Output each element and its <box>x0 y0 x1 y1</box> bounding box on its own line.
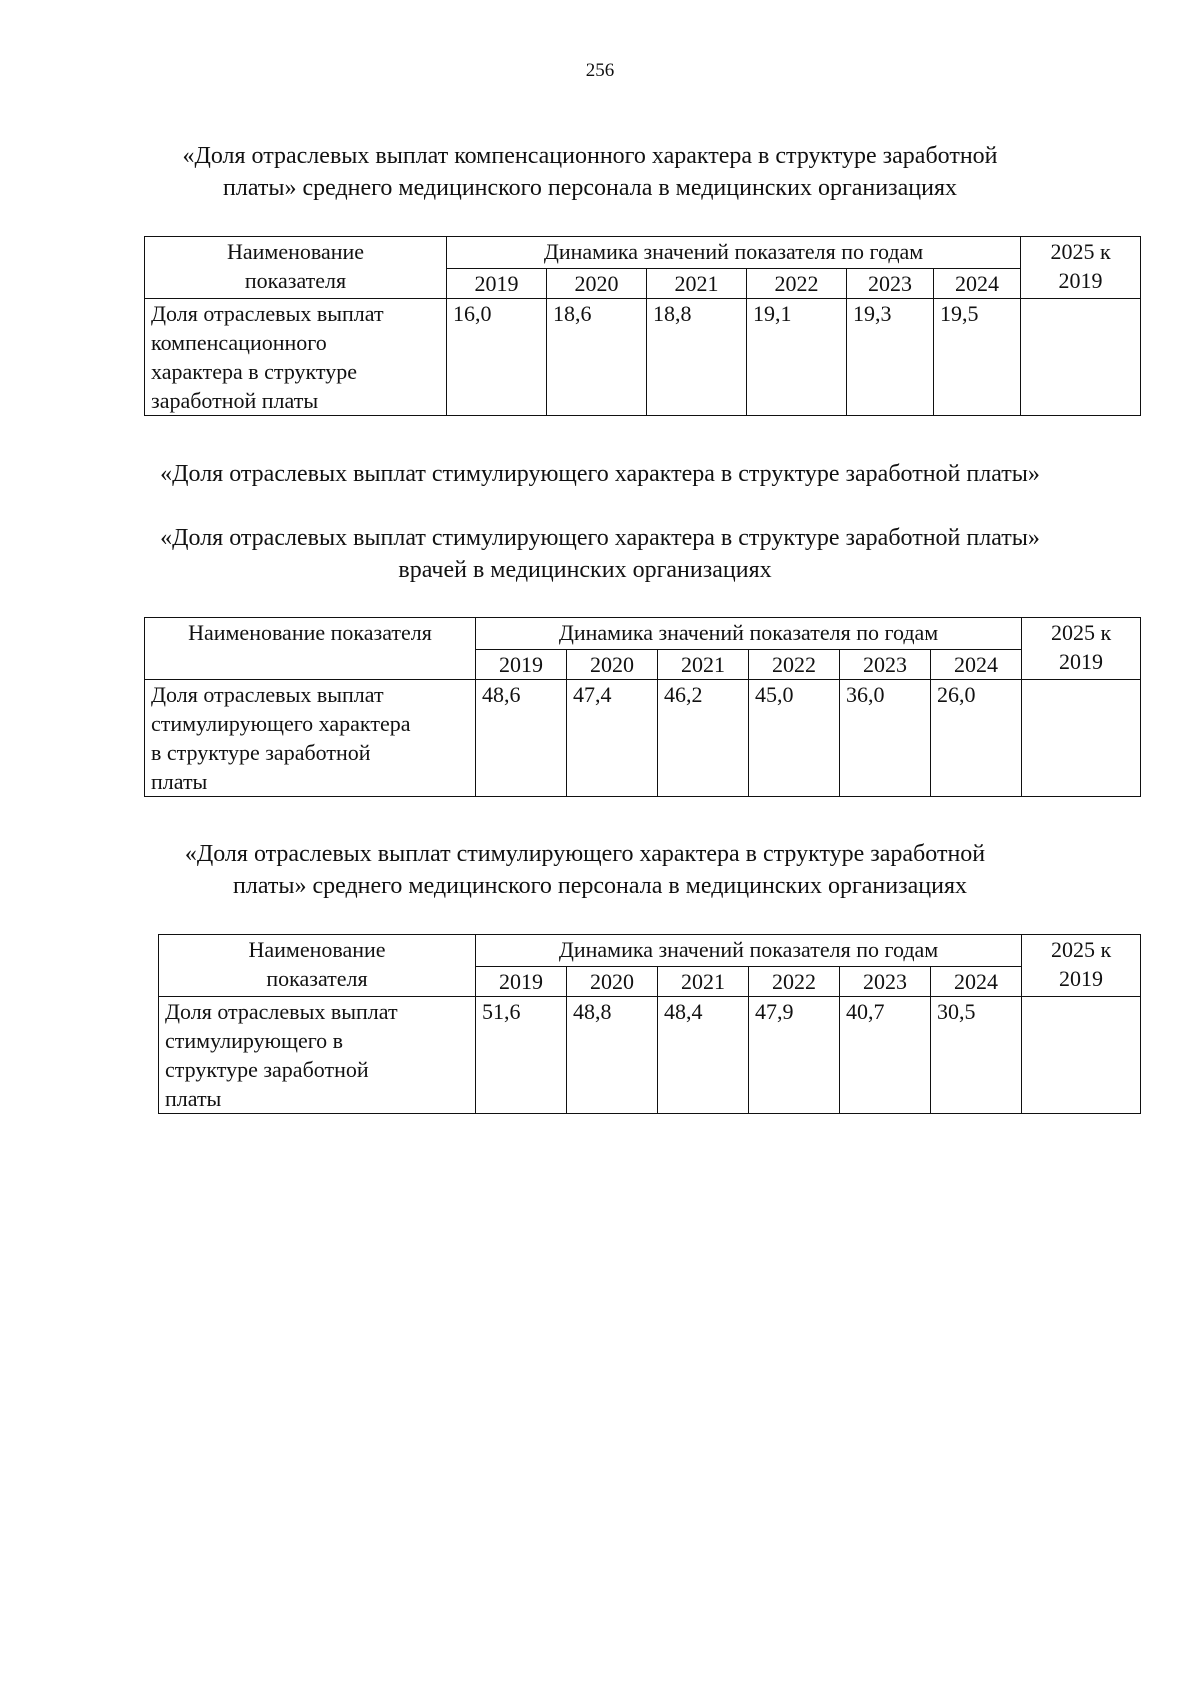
year-header: 2020 <box>567 650 658 680</box>
value-cell: 36,0 <box>840 680 931 797</box>
value-cell: 26,0 <box>931 680 1022 797</box>
table-row <box>145 680 1141 797</box>
table-header-dynamics: Динамика значений показателя по годам <box>447 237 1021 269</box>
table-3 <box>158 934 1141 1114</box>
year-header: 2019 <box>447 269 547 299</box>
table-header-name <box>159 935 476 997</box>
value-cell: 19,1 <box>747 299 847 416</box>
row-name-line: Доля отраслевых выплат <box>151 301 384 326</box>
year-header: 2019 <box>476 650 567 680</box>
row-name-line: в структуре заработной <box>151 740 371 765</box>
year-header: 2023 <box>847 269 934 299</box>
table-1 <box>144 236 1141 416</box>
year-header: 2021 <box>647 269 747 299</box>
table-header-ratio <box>1021 237 1141 299</box>
value-cell: 19,3 <box>847 299 934 416</box>
year-header: 2022 <box>747 269 847 299</box>
value-cell: 19,5 <box>934 299 1021 416</box>
table-header-dynamics: Динамика значений показателя по годам <box>476 618 1022 650</box>
row-name-line: характера в структуре <box>151 359 358 384</box>
ratio-cell <box>1022 680 1141 797</box>
section-2-heading <box>0 458 1200 490</box>
section-1-heading <box>0 140 1200 204</box>
row-name-line: компенсационного <box>151 330 327 355</box>
table-header-name <box>145 237 447 299</box>
heading-line: «Доля отраслевых выплат стимулирующего характера в структуре заработной платы» <box>160 525 1040 551</box>
row-name-line: платы <box>165 1086 222 1111</box>
year-header: 2023 <box>840 967 931 997</box>
header-line: показателя <box>244 268 347 293</box>
table-row <box>145 299 1141 416</box>
year-header: 2021 <box>658 967 749 997</box>
header-line: 2025 к <box>1050 239 1111 264</box>
header-line: 2025 к <box>1050 620 1112 645</box>
year-header: 2024 <box>934 269 1021 299</box>
table-header-dynamics: Динамика значений показателя по годам <box>476 935 1022 967</box>
year-header: 2021 <box>658 650 749 680</box>
value-cell: 18,6 <box>547 299 647 416</box>
header-line: показателя <box>266 966 368 991</box>
year-header: 2022 <box>749 650 840 680</box>
heading-line: «Доля отраслевых выплат стимулирующего характера в структуре заработной <box>184 841 986 867</box>
row-name-line: Доля отраслевых выплат <box>165 999 398 1024</box>
heading-line: «Доля отраслевых выплат компенсационного характера в структуре заработной <box>182 143 998 169</box>
value-cell: 45,0 <box>749 680 840 797</box>
year-header: 2020 <box>547 269 647 299</box>
row-name <box>159 997 476 1114</box>
value-cell: 48,6 <box>476 680 567 797</box>
heading-line: врачей в медицинских организациях <box>398 557 772 583</box>
table-header-ratio <box>1022 618 1141 680</box>
row-name-line: стимулирующего в <box>165 1028 344 1053</box>
value-cell: 46,2 <box>658 680 749 797</box>
header-line: Наименование <box>248 937 386 962</box>
header-line: 2019 <box>1059 649 1104 674</box>
value-cell: 18,8 <box>647 299 747 416</box>
header-line: Наименование <box>226 239 365 264</box>
year-header: 2022 <box>749 967 840 997</box>
row-name <box>145 299 447 416</box>
value-cell: 51,6 <box>476 997 567 1114</box>
row-name-line: стимулирующего характера <box>151 711 411 736</box>
row-name-line: платы <box>151 769 208 794</box>
value-cell: 40,7 <box>840 997 931 1114</box>
ratio-cell <box>1021 299 1141 416</box>
value-cell: 48,8 <box>567 997 658 1114</box>
year-header: 2020 <box>567 967 658 997</box>
header-line: 2019 <box>1058 268 1103 293</box>
year-header: 2019 <box>476 967 567 997</box>
ratio-cell <box>1022 997 1141 1114</box>
table-header-ratio <box>1022 935 1141 997</box>
year-header: 2024 <box>931 650 1022 680</box>
row-name <box>145 680 476 797</box>
row-name-line: Доля отраслевых выплат <box>151 682 384 707</box>
value-cell: 48,4 <box>658 997 749 1114</box>
value-cell: 47,9 <box>749 997 840 1114</box>
table-row <box>159 997 1141 1114</box>
table-header-name: Наименование показателя <box>145 618 476 680</box>
value-cell: 30,5 <box>931 997 1022 1114</box>
section-4-heading <box>0 838 1200 902</box>
header-line: 2019 <box>1059 966 1104 991</box>
page-number: 256 <box>585 60 615 81</box>
heading-line: «Доля отраслевых выплат стимулирующего характера в структуре заработной платы» <box>160 461 1040 487</box>
row-name-line: заработной платы <box>151 388 319 413</box>
heading-line: платы» среднего медицинского персонала в медицинских организациях <box>233 873 967 899</box>
header-line: 2025 к <box>1050 937 1112 962</box>
heading-line: платы» среднего медицинского персонала в медицинских организациях <box>223 175 957 201</box>
row-name-line: структуре заработной <box>165 1057 369 1082</box>
year-header: 2023 <box>840 650 931 680</box>
table-2 <box>144 617 1141 797</box>
value-cell: 16,0 <box>447 299 547 416</box>
value-cell: 47,4 <box>567 680 658 797</box>
section-3-heading <box>0 522 1200 586</box>
year-header: 2024 <box>931 967 1022 997</box>
